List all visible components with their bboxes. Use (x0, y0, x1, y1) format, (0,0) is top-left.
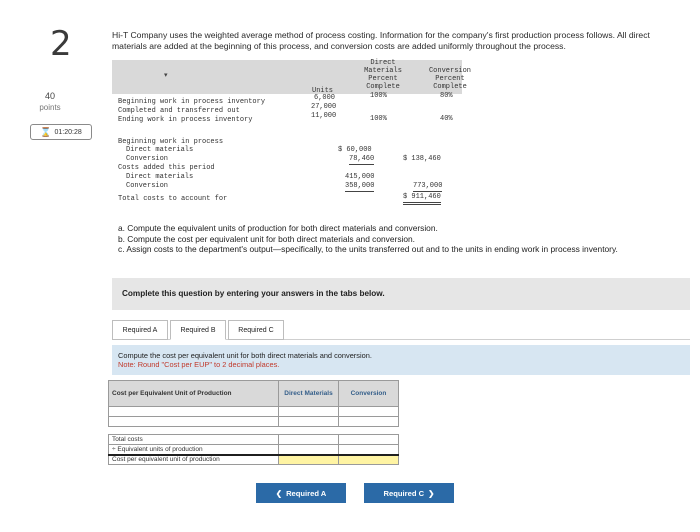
chevron-right-icon: ❯ (428, 488, 435, 498)
blank-conv-input[interactable] (339, 407, 399, 417)
units-row-completed-label: Completed and transferred out (118, 107, 240, 115)
eup-dm-input[interactable] (279, 445, 339, 455)
cost-added-label: Costs added this period (118, 164, 215, 172)
cost-per-eup-conv-input[interactable] (339, 455, 399, 465)
question-number: 2 (50, 24, 72, 64)
units-row-beg-dm: 100% (370, 92, 387, 100)
timer[interactable] (30, 124, 92, 140)
col-conv-header-1: Conversion (428, 67, 471, 75)
cost-per-eup-label: Cost per equivalent unit of production (109, 455, 279, 465)
total-costs-label: Total costs (109, 435, 279, 445)
cost-beg-total: $ 138,460 (403, 155, 441, 163)
cost-conv-label: Conversion (126, 155, 169, 163)
question-b: b. Compute the cost per equivalent unit for both direct materials and conversion. (118, 233, 416, 244)
blank-row-label (109, 407, 279, 417)
col-dm-header-3: Percent (368, 75, 398, 83)
tab-required-b[interactable]: Required B (170, 320, 226, 340)
next-button[interactable] (364, 483, 454, 503)
col-conv-header-2: Percent (435, 75, 465, 83)
cost-dm-beg: $ 60,000 (338, 146, 372, 154)
cost-dm-added-label: Direct materials (126, 173, 194, 181)
cost-total: $ 911,460 (403, 194, 441, 205)
blank-dm-input[interactable] (279, 407, 339, 417)
col-conv-header-3: Complete (433, 83, 467, 91)
intro-text: Hi-T Company uses the weighted average method of process costing. Information for the company's first production process follows. All direct materials are added at the beginning of this process, and conversion costs are added uniformly throughout the process. (112, 30, 650, 51)
eup-conv-input[interactable] (339, 445, 399, 455)
col-dm-header-1: Direct (370, 59, 396, 67)
units-row-beg-units: 6,000 (314, 94, 336, 102)
tab-bar (112, 318, 690, 340)
tab-required-a[interactable]: Required A (112, 320, 168, 340)
complete-instructions: Complete this question by entering your answers in the tabs below. (112, 278, 690, 310)
total-costs-conv-input[interactable] (339, 435, 399, 445)
units-row-completed-units: 27,000 (311, 103, 337, 111)
cost-beg-label: Beginning work in process (118, 138, 224, 146)
chevron-down-icon: ▾ (164, 72, 168, 79)
units-row-end-units: 11,000 (311, 112, 337, 120)
cost-conv-beg: 78,460 (349, 155, 375, 163)
question-c: c. Assign costs to the department's output—specifically, to the units transferred out and to the units in ending work in process inventory. (118, 244, 618, 254)
cost-conv-added-label: Conversion (126, 182, 169, 190)
col-dm-header-4: Complete (366, 83, 400, 91)
col-dm-header-2: Materials (364, 67, 402, 75)
total-costs-dm-input[interactable] (279, 435, 339, 445)
question-parts (118, 223, 678, 255)
spacer (339, 427, 399, 435)
question-a: a. Compute the equivalent units of production for both direct materials and conversion. (118, 223, 438, 233)
units-row-beg-label: Beginning work in process inventory (118, 98, 266, 106)
eup-col-conv: Conversion (339, 381, 399, 407)
eup-header-label: Cost per Equivalent Unit of Production (109, 381, 279, 407)
blank-row-label-2 (109, 417, 279, 427)
blank-dm-input-2[interactable] (279, 417, 339, 427)
col-units-header: Units (312, 87, 334, 95)
rounding-note: Note: Round "Cost per EUP" to 2 decimal places. (118, 360, 280, 369)
cost-total-label: Total costs to account for (118, 195, 228, 203)
instruction-box (112, 345, 690, 375)
instruction-text: Compute the cost per equivalent unit for both direct materials and conversion. (118, 351, 372, 360)
hourglass-icon: ⌛ (40, 126, 52, 137)
prev-button-label: Required A (286, 488, 327, 498)
chevron-left-icon: ❮ (275, 488, 283, 498)
prev-button[interactable] (256, 483, 346, 503)
units-row-end-label: Ending work in process inventory (118, 116, 253, 124)
spacer (109, 427, 279, 435)
cost-per-eup-dm-input[interactable] (279, 455, 339, 465)
eup-cost-table (108, 380, 399, 465)
cost-dm-added: 415,000 (345, 173, 375, 181)
eup-label: ÷ Equivalent units of production (109, 445, 279, 455)
units-row-beg-conv: 80% (440, 92, 453, 100)
points-display (30, 91, 70, 113)
cost-conv-added: 358,000 (345, 182, 375, 190)
tab-required-c[interactable]: Required C (228, 320, 284, 340)
eup-col-dm: Direct Materials (279, 381, 339, 407)
cost-added-total: 773,000 (413, 182, 443, 190)
units-row-end-dm: 100% (370, 115, 387, 123)
next-button-label: Required C (383, 488, 425, 498)
points-label: points (39, 103, 61, 112)
timer-value: 01:20:28 (54, 128, 82, 136)
units-row-end-conv: 40% (440, 115, 453, 123)
blank-conv-input-2[interactable] (339, 417, 399, 427)
spacer (279, 427, 339, 435)
points-value: 40 (44, 91, 55, 101)
cost-dm-label: Direct materials (126, 146, 194, 154)
